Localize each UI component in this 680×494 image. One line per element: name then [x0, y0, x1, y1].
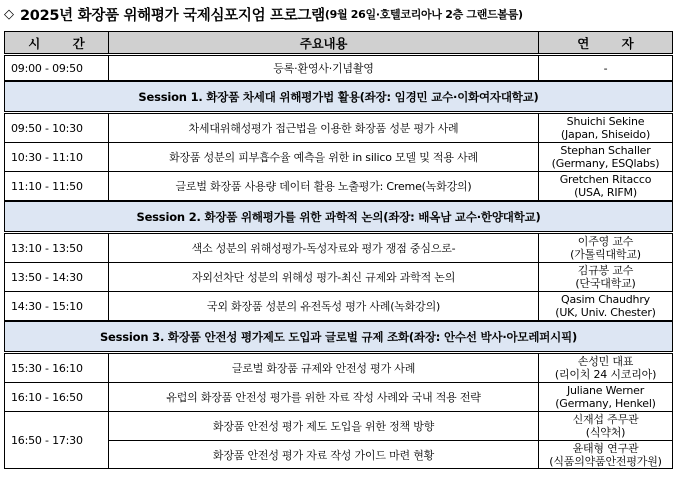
speaker-cell — [539, 441, 673, 469]
speaker-name: 이주영 교수 — [577, 235, 634, 248]
time-cell: 09:50 - 10:30 — [5, 113, 109, 143]
speaker-affiliation: (가톨릭대학교) — [570, 248, 641, 261]
speaker-cell — [539, 263, 673, 292]
speaker-cell — [539, 113, 673, 143]
content-cell: 글로벌 화장품 규제와 안전성 평가 사례 — [109, 353, 539, 383]
table-row — [5, 412, 673, 441]
speaker-affiliation: (USA, RIFM) — [574, 186, 637, 199]
speaker-name: 신재섭 주무관 — [572, 413, 639, 426]
content-cell: 유럽의 화장품 안전성 평가를 위한 자료 작성 사례와 국내 적용 전략 — [109, 383, 539, 412]
speaker-affiliation: (Japan, Shiseido) — [560, 128, 651, 141]
time-cell: 13:10 - 13:50 — [5, 233, 109, 263]
speaker-name: 손성민 대표 — [577, 355, 634, 368]
time-cell: 13:50 - 14:30 — [5, 263, 109, 292]
time-cell: 10:30 - 11:10 — [5, 143, 109, 172]
time-cell: 09:00 - 09:50 — [5, 55, 109, 82]
content-cell: 색소 성분의 위해성평가-독성자료와 평가 쟁점 중심으로- — [109, 233, 539, 263]
speaker-cell — [539, 353, 673, 383]
header-time: 시 간 — [5, 32, 109, 55]
content-cell: 화장품 안전성 평가 제도 도입을 위한 정책 방향 — [109, 412, 539, 441]
content-cell: 화장품 성분의 피부흡수율 예측을 위한 in silico 모델 및 적용 사례 — [109, 143, 539, 172]
speaker-name: Qasim Chaudhry — [561, 293, 650, 306]
table-row — [5, 143, 673, 172]
table-row — [5, 113, 673, 143]
session-title: Session 1. 화장품 차세대 위해평가법 활용(좌장: 임경민 교수·이화여자대학교) — [5, 81, 673, 113]
time-cell: 14:30 - 15:10 — [5, 292, 109, 322]
speaker-affiliation: (식품의약품안전평가원) — [549, 454, 662, 468]
speaker-affiliation: (Germany, ESQlabs) — [551, 157, 660, 170]
speaker-cell — [539, 383, 673, 412]
speaker-affiliation: (Germany, Henkel) — [555, 397, 656, 410]
speaker-name: 김규봉 교수 — [577, 264, 634, 277]
content-cell: 차세대위해성평가 접근법을 이용한 화장품 성분 평가 사례 — [109, 113, 539, 143]
session-title: Session 2. 화장품 위해평가를 위한 과학적 논의(좌장: 배옥남 교수·한양대학교) — [5, 201, 673, 233]
speaker-affiliation: (UK, Univ. Chester) — [555, 306, 656, 319]
content-cell: 자외선차단 성분의 위해성 평가-최신 규제와 과학적 논의 — [109, 263, 539, 292]
speaker-affiliation: (리이치 24 시코리아) — [554, 368, 657, 381]
session-3-header — [5, 321, 673, 353]
table-row — [5, 172, 673, 202]
table-row — [5, 292, 673, 322]
speaker-cell — [539, 292, 673, 322]
time-cell: 11:10 - 11:50 — [5, 172, 109, 202]
speaker-cell — [539, 412, 673, 441]
speaker-cell — [539, 172, 673, 202]
speaker-name: Juliane Werner — [566, 384, 645, 397]
speaker-affiliation: (식약처) — [585, 426, 626, 439]
content-cell: 등록·환영사·기념촬영 — [109, 55, 539, 82]
document-title — [4, 2, 523, 26]
session-title: Session 3. 화장품 안전성 평가제도 도입과 글로벌 규제 조화(좌장: 안수선 박사·아모레퍼시픽) — [5, 321, 673, 353]
header-speaker: 연 자 — [539, 32, 673, 55]
table-row — [5, 383, 673, 412]
table-row — [5, 233, 673, 263]
speaker-name: 윤태형 연구관 — [572, 441, 639, 455]
session-2-header — [5, 201, 673, 233]
session-1-header — [5, 81, 673, 113]
table-row — [5, 353, 673, 383]
time-cell: 15:30 - 16:10 — [5, 353, 109, 383]
speaker-cell — [539, 143, 673, 172]
speaker-name: Stephan Schaller — [560, 144, 651, 157]
time-cell: 16:10 - 16:50 — [5, 383, 109, 412]
diamond-bullet-icon: ◇ — [4, 6, 14, 22]
time-cell: 16:50 - 17:30 — [5, 412, 109, 469]
opening-row — [5, 55, 673, 82]
speaker-name: Shuichi Sekine — [566, 115, 645, 128]
title-main: 2025년 화장품 위해평가 국제심포지엄 프로그램 — [20, 7, 325, 24]
table-header-row — [5, 32, 673, 55]
speaker-cell: - — [539, 55, 673, 82]
content-cell: 화장품 안전성 평가 자료 작성 가이드 마련 현황 — [109, 441, 539, 469]
content-cell: 글로벌 화장품 사용량 데이터 활용 노출평가: Creme(녹화강의) — [109, 172, 539, 202]
title-sub: (9월 26일·호텔코리아나 2층 그랜드볼룸) — [324, 8, 523, 21]
speaker-name: Gretchen Ritacco — [559, 173, 652, 186]
table-row — [5, 263, 673, 292]
speaker-affiliation: (단국대학교) — [575, 277, 636, 290]
speaker-cell — [539, 233, 673, 263]
content-cell: 국외 화장품 성분의 유전독성 평가 사례(녹화강의) — [109, 292, 539, 322]
header-content: 주요내용 — [109, 32, 539, 55]
program-table — [4, 31, 673, 469]
